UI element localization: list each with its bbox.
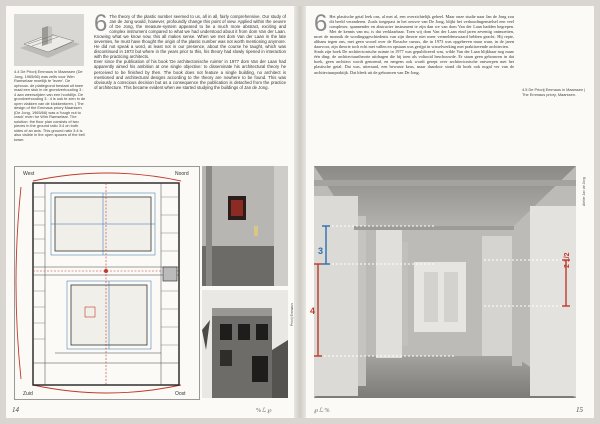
left-dropcap: 6 xyxy=(94,14,108,37)
plan-label-south: Zuid xyxy=(23,391,33,397)
right-page xyxy=(306,6,594,418)
right-body-text xyxy=(314,14,514,164)
plan-label-north: Noord xyxy=(175,171,189,177)
tower-exterior-photo xyxy=(202,290,288,398)
chapel-interior-photo xyxy=(202,166,288,286)
right-caption: 4.5 De Priorij Emmaus in Maarssen | The Emmaus priory, Maarssen. xyxy=(522,87,586,97)
book-gutter xyxy=(294,6,306,418)
left-vertical-credit: Priorij Emmaus xyxy=(290,303,294,326)
aerial-photo xyxy=(14,14,84,66)
left-body-text xyxy=(94,14,286,164)
left-body-para-2: Ever since the publication of his book 'De architectonische ruimte' in 1977 dom Van der Laan had apparently aimed his ambition at one single objective: to disseminate his architectural theory he perceived to be finished by then. The book does not feature a single building, no architect is mentioned and architectural designs according to the theory are nowhere to be found. This was obviously a conscious decision but as a consequence the publication is detached from the practice of architecture. This became evident when we started studying the buildings of Jan de Jong. xyxy=(94,59,286,90)
left-page xyxy=(6,6,294,418)
dimension-label-3: 3 xyxy=(318,246,324,256)
floor-plan xyxy=(14,166,200,400)
left-ornament: %ℒ℘ xyxy=(256,408,273,414)
right-body-para-1: Het plastische getal leek ons, al met al, een overzichtelijk geheel. Maar onze studie naar Jan de Jong zou dit beeld veranderen. Zoals toegepast in het oeuvre van De Jong, blijkt het verhoudingenstelsel een veel complexer, spannender en abstracter instrument te zijn dan we van dom Van der Laan hadden begrepen. Met de kennis van nu, is dat verklaarbaar. Toen wij dom Van der Laan eind jaren zeventig ontmoetten, moet de monnik de wordingsgeschiedenis van zijn theorie niet meer vermeldenswaard hebben geacht. Hij repte, althans tegen ons, met geen woord over de Bossche cursus, die in 1973 was opgeheven maar waar, in de jaren daarvoor, zijn theorie toch echt met vallen en opstaan was gerijpt in wisselwerking met praktiserende architecten. xyxy=(314,14,514,50)
right-vertical-credit: Atelier Jan de Jong xyxy=(582,176,586,206)
cloister-photo xyxy=(314,166,576,398)
dimension-label-4: 4 xyxy=(310,306,316,316)
plan-label-west: West xyxy=(23,171,35,177)
right-body-para-2: Sinds zijn boek De architectonische ruimte in 1977 was gepubliceerd was, wilde Van der Laan blijkbaar nog maar één ding: de architectuurtheorie uitdragen die hij toen als voltooid beschouwde. Er staan geen gebouwen in dat boek, geen architect wordt genoemd, en nergens ook wordt gerept over architectonische ontwerpen met het plastische getal. Dat was, uiteraard, een bewuste keus, maar daardoor stond dit boek ook nogal ver van de architectuurpraktijk. Dat bleek uit de gebouwen van De Jong. xyxy=(314,49,514,75)
left-caption: 4.4 De Priorij Emmaus in Maarssen (De Jong, 1965/66) was zelfs voor Wim Ramselaar moeilijk te 'lezen'. De opbouw- de plattegrond bestaat uit twee maal een stuk in de grondverhouding 3 : 4 aan weerszijden van een hoofdlijn. De grondverhouding 3 : 4 is ook te zien in de open vlakken van de klokkentoren. | The design of the Emmaus priory Maarssen (De Jong, 1965/66) was a 'tough nut to crack' even for Wim Ramselaar. The solution: the floor plan consists of two pieces in the ground ratio 3:4 on both sides of an axis. This ground ratio 3:4 is also visible in the open spaces of the bell tower. xyxy=(14,70,86,142)
dimension-label-2-half: 2 1/2 xyxy=(564,252,571,268)
right-page-number: 15 xyxy=(576,406,583,414)
right-dropcap: 6 xyxy=(314,14,328,37)
left-body-para-1: The theory of the plastic number seemed to us, all in all, fairly comprehensive. Our study of Jan de Jong would, however, profoundly change this point of view. Applied within the oeuvre of De Jong, the measure-system appeared to be a much more abstract, exciting and complex instrument compared to what we had understood about it from dom Van der Laan. Knowing what we know now, this all makes sense. When we met dom Van der Laan in the late seventies, he must have thought the origin of the plastic number was not worth mentioning anymore. He did not speak a word, at least not in our presence, about the course he taught, which was discontinued in 1973 but where in the years prior to this, his theory had slowly ripened in interaction with the practicing architects. xyxy=(94,14,286,60)
right-ornament: ℘ℒ% xyxy=(314,408,331,414)
plan-label-east: Oost xyxy=(175,391,186,397)
left-page-number: 14 xyxy=(12,406,19,414)
